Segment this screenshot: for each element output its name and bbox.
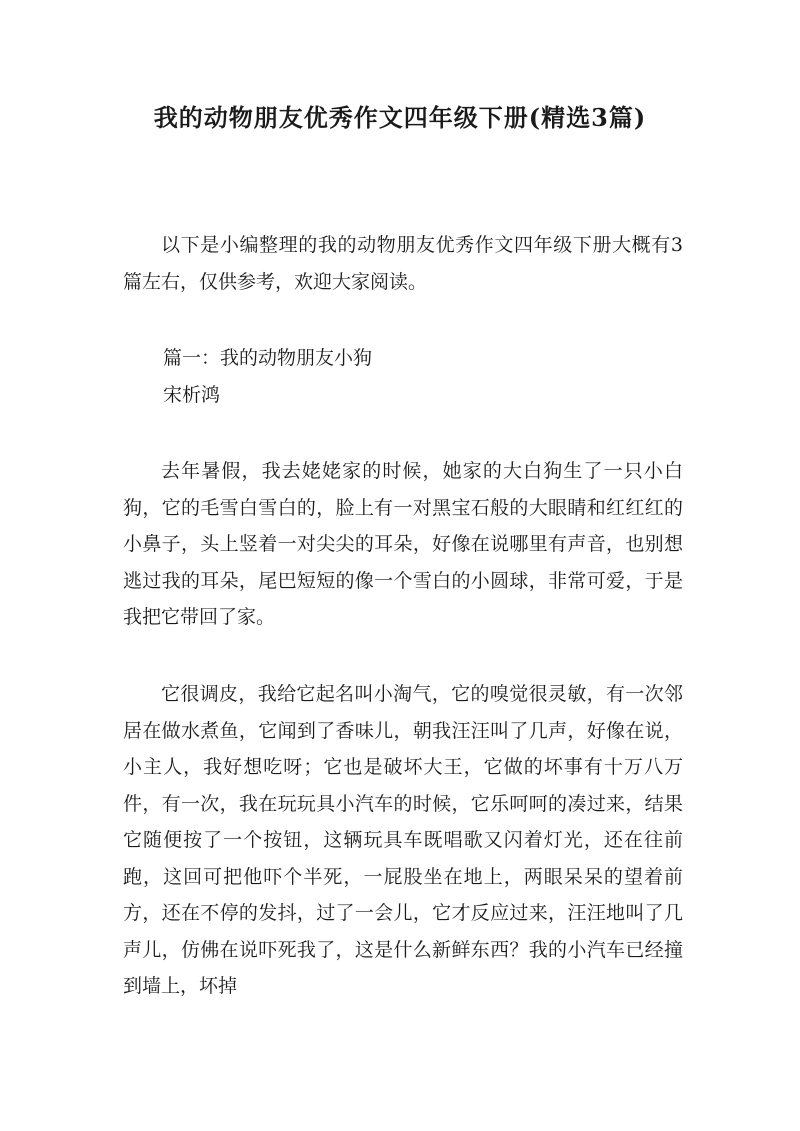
document-title: 我的动物朋友优秀作文四年级下册(精选3篇) xyxy=(153,103,647,132)
body-paragraph: 它很调皮，我给它起名叫小淘气，它的嗅觉很灵敏，有一次邻居在做水煮鱼，它闻到了香味儿，朝我汪汪叫了几声，好像在说，小主人，我好想吃呀；它也是破坏大王，它做的坏事有十万八万件，有一次，我在玩玩具小汽车的时候，它乐呵呵的凑过来，结果它随便按了一个按钮，这辆玩具车既唱歌又闪着灯光，还在往前跑，这回可把他吓个半死，一屁股坐在地上，两眼呆呆的望着前方，还在不停的发抖，过了一会儿，它才反应过来，汪汪地叫了几声儿，仿佛在说吓死我了，这是什么新鲜东西？我的小汽车已经撞到墙上，坏掉 xyxy=(123,683,683,997)
section-heading: 篇一：我的动物朋友小狗 xyxy=(163,347,373,369)
body-paragraph: 去年暑假，我去姥姥家的时候，她家的大白狗生了一只小白狗，它的毛雪白雪白的，脸上有一对黑宝石般的大眼睛和红红红的小鼻子，头上竖着一对尖尖的耳朵，好像在说哪里有声音，也别想逃过我的耳朵，尾巴短短的像一个雪白的小圆球，非常可爱，于是我把它带回了家。 xyxy=(123,460,683,628)
intro-paragraph: 以下是小编整理的我的动物朋友优秀作文四年级下册大概有3篇左右，仅供参考，欢迎大家阅读。 xyxy=(123,234,683,293)
author-name: 宋析鸿 xyxy=(163,384,221,406)
